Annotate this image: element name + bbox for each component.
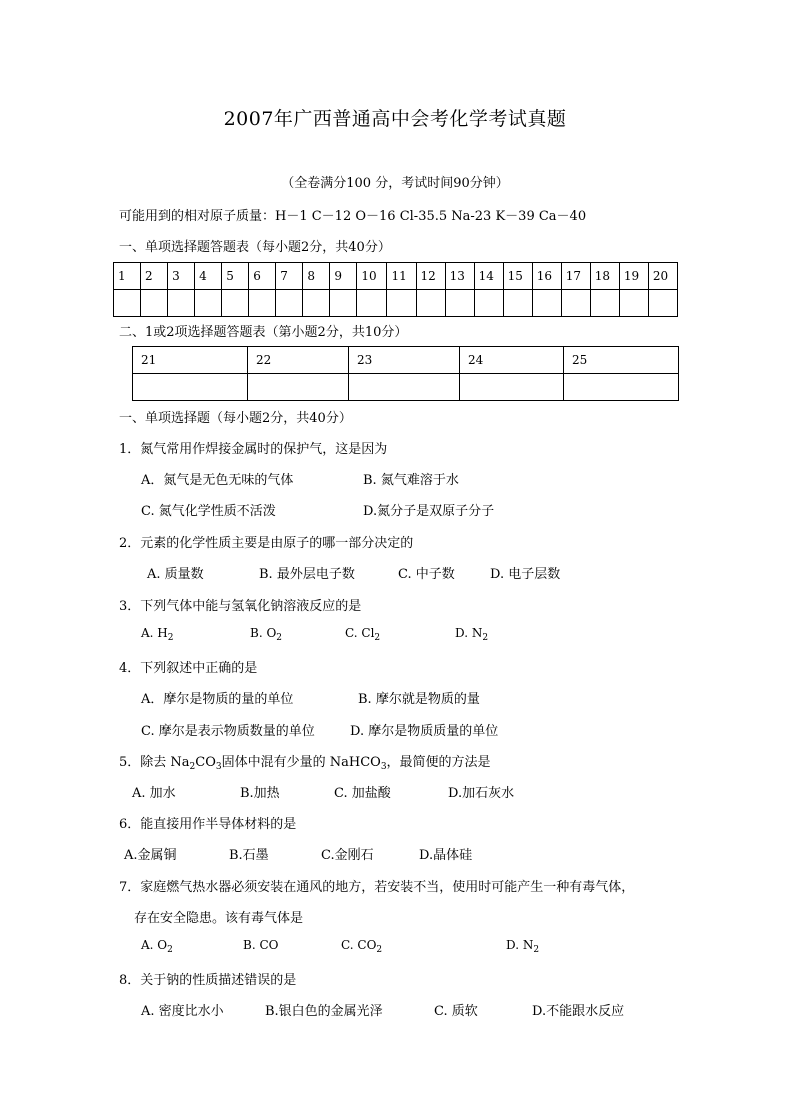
- answer-cell[interactable]: [141, 290, 168, 317]
- table2-header-cell: 23: [349, 347, 460, 374]
- option-text: D. N: [506, 938, 534, 952]
- answer-table-1: [113, 262, 678, 317]
- question-6-option-b: B.石墨: [229, 848, 269, 863]
- question-3-option-b: [250, 626, 282, 643]
- option-text: C. Cl: [345, 626, 375, 640]
- answer-cell[interactable]: [387, 290, 416, 317]
- subscript: 2: [376, 945, 383, 955]
- exam-subtitle: （全卷满分100 分，考试时间90分钟）: [281, 176, 509, 191]
- answer-cell[interactable]: [460, 374, 564, 401]
- answer-cell[interactable]: [474, 290, 503, 317]
- option-text: C. CO: [341, 938, 377, 952]
- answer-cell[interactable]: [276, 290, 303, 317]
- answer-table-2-answer-row: [133, 374, 679, 401]
- question-3-option-d: [455, 626, 488, 643]
- option-text: A. H: [141, 626, 168, 640]
- answer-cell[interactable]: [114, 290, 141, 317]
- answer-cell[interactable]: [357, 290, 387, 317]
- question-6-option-c: C.金刚石: [321, 848, 374, 863]
- option-text: D. N: [455, 626, 483, 640]
- subscript: 2: [167, 633, 174, 643]
- answer-cell[interactable]: [648, 290, 677, 317]
- question-7-option-c: [341, 938, 382, 955]
- table1-header-cell: 20: [648, 263, 677, 290]
- question-5-stem: [119, 751, 491, 772]
- option-text: B. O: [250, 626, 277, 640]
- stem-text: 固体中混有少量的 NaHCO: [221, 755, 381, 770]
- question-2-stem: 2．元素的化学性质主要是由原子的哪一部分决定的: [119, 536, 414, 551]
- question-4-option-b: B. 摩尔就是物质的量: [358, 692, 480, 707]
- answer-cell[interactable]: [445, 290, 474, 317]
- table1-header-cell: 3: [168, 263, 195, 290]
- question-1-option-d: D.氮分子是双原子分子: [363, 504, 495, 519]
- question-7-option-a: [141, 938, 173, 955]
- table1-header-cell: 6: [249, 263, 276, 290]
- table1-header-cell: 15: [503, 263, 532, 290]
- stem-text: CO: [195, 755, 216, 770]
- table1-header-cell: 8: [303, 263, 330, 290]
- answer-cell[interactable]: [195, 290, 222, 317]
- question-8-option-a: A. 密度比水小: [141, 1004, 224, 1019]
- subscript: 2: [167, 945, 173, 955]
- option-text: A. O: [141, 938, 168, 952]
- table2-header-cell: 24: [460, 347, 564, 374]
- section2-answer-heading: 二、1或2项选择题答题表（第小题2分，共10分）: [119, 325, 408, 340]
- question-8-option-d: D.不能跟水反应: [532, 1004, 625, 1019]
- answer-table-1-header-row: [114, 263, 678, 290]
- answer-cell[interactable]: [249, 290, 276, 317]
- question-8-option-c: C. 质软: [434, 1004, 478, 1019]
- stem-text: 5．除去 Na: [119, 755, 190, 770]
- table1-header-cell: 18: [590, 263, 619, 290]
- answer-cell[interactable]: [330, 290, 357, 317]
- subscript: 2: [189, 762, 196, 772]
- table1-header-cell: 12: [416, 263, 445, 290]
- table1-header-cell: 14: [474, 263, 503, 290]
- question-7-stem-line-1: 7．家庭燃气热水器必须安装在通风的地方，若安装不当，使用时可能产生一种有毒气体，: [119, 880, 635, 895]
- answer-cell[interactable]: [590, 290, 619, 317]
- table1-header-cell: 1: [114, 263, 141, 290]
- stem-text: ，最简便的方法是: [386, 755, 491, 770]
- answer-cell[interactable]: [349, 374, 460, 401]
- question-2-option-b: B. 最外层电子数: [259, 567, 355, 582]
- subscript: 2: [276, 633, 283, 643]
- table2-header-cell: 21: [133, 347, 248, 374]
- table1-header-cell: 5: [222, 263, 249, 290]
- subscript: 2: [482, 633, 489, 643]
- question-7-stem-line-2: 存在安全隐患。该有毒气体是: [134, 911, 304, 926]
- answer-cell[interactable]: [416, 290, 445, 317]
- answer-cell[interactable]: [303, 290, 330, 317]
- table1-header-cell: 11: [387, 263, 416, 290]
- subscript: 2: [374, 633, 381, 643]
- table1-header-cell: 17: [561, 263, 590, 290]
- answer-cell[interactable]: [619, 290, 648, 317]
- question-1-option-c: C. 氮气化学性质不活泼: [141, 504, 276, 519]
- question-7-option-d: [506, 938, 539, 955]
- answer-table-2: [132, 346, 679, 401]
- atomic-masses-line: 可能用到的相对原子质量：H－1 C－12 O－16 Cl-35.5 Na-23 K－39 Ca－40: [119, 209, 587, 224]
- question-4-option-c: C. 摩尔是表示物质数量的单位: [141, 724, 315, 739]
- question-8-option-b: B.银白色的金属光泽: [265, 1004, 383, 1019]
- table1-header-cell: 2: [141, 263, 168, 290]
- table2-header-cell: 22: [248, 347, 349, 374]
- answer-cell[interactable]: [561, 290, 590, 317]
- question-3-stem: 3．下列气体中能与氢氧化钠溶液反应的是: [119, 599, 362, 614]
- question-6-option-a: A.金属铜: [124, 848, 177, 863]
- question-2-option-c: C. 中子数: [398, 567, 455, 582]
- question-3-option-c: [345, 626, 380, 643]
- question-3-option-a: [141, 626, 174, 643]
- section1-heading: 一、单项选择题（每小题2分，共40分）: [119, 411, 352, 426]
- subscript: 3: [380, 762, 387, 772]
- answer-table-2-header-row: [133, 347, 679, 374]
- table1-header-cell: 19: [619, 263, 648, 290]
- answer-cell[interactable]: [564, 374, 679, 401]
- question-4-stem: 4．下列叙述中正确的是: [119, 661, 258, 676]
- answer-cell[interactable]: [532, 290, 561, 317]
- answer-cell[interactable]: [168, 290, 195, 317]
- question-1-stem: 1．氮气常用作焊接金属时的保护气，这是因为: [119, 442, 388, 457]
- question-5-option-a: A. 加水: [132, 786, 176, 801]
- table2-header-cell: 25: [564, 347, 679, 374]
- subscript: 2: [533, 945, 540, 955]
- subscript: 3: [215, 762, 222, 772]
- question-4-option-d: D. 摩尔是物质质量的单位: [350, 724, 499, 739]
- table1-header-cell: 16: [532, 263, 561, 290]
- answer-cell[interactable]: [133, 374, 248, 401]
- question-5-option-d: D.加石灰水: [448, 786, 515, 801]
- page-title: 2007年广西普通高中会考化学考试真题: [223, 108, 567, 130]
- table1-header-cell: 13: [445, 263, 474, 290]
- answer-table-1-answer-row: [114, 290, 678, 317]
- question-1-option-a: A．氮气是无色无味的气体: [141, 473, 294, 488]
- table1-header-cell: 4: [195, 263, 222, 290]
- question-2-option-a: A. 质量数: [147, 567, 204, 582]
- table1-header-cell: 9: [330, 263, 357, 290]
- question-6-option-d: D.晶体硅: [419, 848, 473, 863]
- question-4-option-a: A．摩尔是物质的量的单位: [141, 692, 294, 707]
- question-1-option-b: B. 氮气难溶于水: [363, 473, 459, 488]
- table1-header-cell: 10: [357, 263, 387, 290]
- answer-cell[interactable]: [248, 374, 349, 401]
- question-2-option-d: D. 电子层数: [490, 567, 561, 582]
- question-6-stem: 6．能直接用作半导体材料的是: [119, 817, 297, 832]
- question-5-option-b: B.加热: [240, 786, 280, 801]
- answer-cell[interactable]: [222, 290, 249, 317]
- table1-header-cell: 7: [276, 263, 303, 290]
- question-8-stem: 8．关于钠的性质描述错误的是: [119, 973, 297, 988]
- question-7-option-b: B. CO: [243, 938, 279, 952]
- section1-answer-heading: 一、单项选择题答题表（每小题2分，共40分）: [119, 240, 391, 255]
- question-5-option-c: C. 加盐酸: [334, 786, 391, 801]
- answer-cell[interactable]: [503, 290, 532, 317]
